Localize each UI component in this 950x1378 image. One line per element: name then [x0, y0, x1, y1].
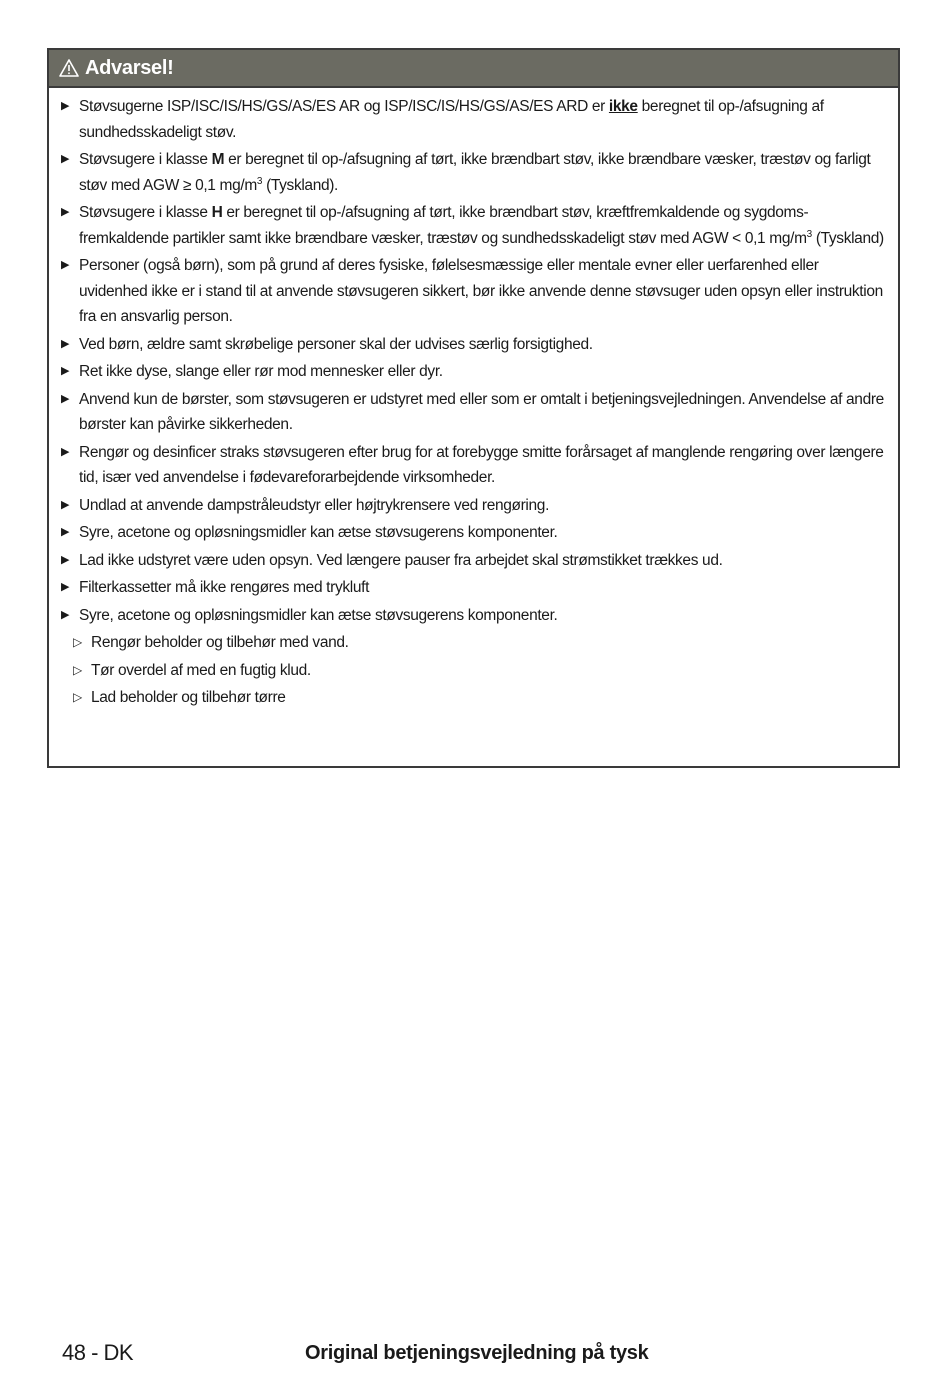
list-item: ▶ Støvsugere i klasse H er beregnet til op-/afsugning af tørt, ikke brændbart støv, kræftfremkaldende og sygdoms-fremkaldende partikler samt ikke brændbare væsker, træstøv og sundhedsskadeligt støv med AGW < 0,1 $mg/m^3$ (Tyskland) — [59, 200, 884, 251]
bullet-icon: ▶ — [61, 581, 70, 593]
footer-title: Original betjeningsvejledning på tysk — [305, 1342, 649, 1364]
hollow-bullet-icon: ▷ — [73, 690, 82, 704]
bullet-icon: ▶ — [61, 365, 70, 377]
bullet-icon: ▶ — [61, 608, 70, 621]
list-item: ▶ Undlad at anvende dampstråleudstyr eller højtrykrensere ved rengøring. — [59, 493, 884, 519]
bullet-icon: ▶ — [61, 445, 70, 458]
list-item: ▶ Ret ikke dyse, slange eller rør mod mennesker eller dyr. — [59, 359, 884, 385]
bullet-icon: ▶ — [61, 259, 70, 271]
list-item: ▶ Støvsugere i klasse M er beregnet til op-/afsugning af tørt, ikke brændbart støv, ikke brændbare væsker, træstøv og farligt støv med AGW ≥ 0,1 $mg/m^3$ (Tyskland). — [59, 147, 884, 198]
list-item: ▶ Filterkassetter må ikke rengøres med trykluft — [59, 575, 884, 601]
bullet-icon: ▶ — [61, 392, 70, 405]
bullet-icon: ▶ — [61, 206, 70, 218]
page-footer — [0, 1340, 950, 1378]
warning-box — [47, 48, 900, 768]
hollow-bullet-icon: ▷ — [73, 662, 82, 677]
warning-title: Advarsel! — [85, 56, 174, 79]
page-number: 48 - DK — [62, 1340, 134, 1365]
list-item: ▶ Syre, acetone og opløsningsmidler kan ætse støvsugerens komponenter. — [59, 520, 884, 546]
list-item: ▶ Støvsugerne ISP/ISC/IS/HS/GS/AS/ES AR og ISP/ISC/IS/HS/GS/AS/ES ARD er ikke beregnet til op-/afsugning af sundhedsskadeligt støv. — [59, 94, 884, 145]
warning-header — [49, 50, 898, 88]
list-item: ▶ Lad ikke udstyret være uden opsyn. Ved længere pauser fra arbejdet skal strømstikket trækkes ud. — [59, 548, 884, 574]
warning-triangle-icon — [59, 58, 79, 78]
hollow-bullet-icon: ▷ — [73, 635, 82, 649]
bullet-icon: ▶ — [61, 153, 70, 165]
bullet-icon: ▶ — [61, 553, 70, 566]
list-subitem: ▷ Rengør beholder og tilbehør med vand. — [59, 630, 884, 656]
list-subitem: ▷ Lad beholder og tilbehør tørre — [59, 685, 884, 711]
bullet-icon: ▶ — [61, 498, 70, 511]
bullet-icon: ▶ — [61, 100, 70, 112]
list-item: ▶ Ved børn, ældre samt skrøbelige personer skal der udvises særlig forsigtighed. — [59, 332, 884, 358]
bullet-icon: ▶ — [61, 337, 70, 350]
list-item: ▶ Rengør og desinficer straks støvsugeren efter brug for at forebygge smitte forårsaget af manglende rengøring over længere tid, især ved anvendelse i fødevareforarbejdende virksomheder. — [59, 440, 884, 491]
list-item: ▶ Personer (også børn), som på grund af deres fysiske, følelsesmæssige eller mentale evner eller uerfarenhed eller uvidenhed ikke er i stand til at anvende støvsugeren sikkert, bør ikke anvende denne støvsuger uden opsyn eller instruktion fra en ansvarlig person. — [59, 253, 884, 330]
warning-list — [49, 88, 898, 711]
bullet-icon: ▶ — [61, 526, 70, 538]
list-item: ▶ Syre, acetone og opløsningsmidler kan ætse støvsugerens komponenter. — [59, 603, 884, 629]
list-item: ▶ Anvend kun de børster, som støvsugeren er udstyret med eller som er omtalt i betjeningsvejledningen. Anvendelse af andre børster kan påvirke sikkerheden. — [59, 387, 884, 438]
list-subitem: ▷ Tør overdel af med en fugtig klud. — [59, 658, 884, 684]
